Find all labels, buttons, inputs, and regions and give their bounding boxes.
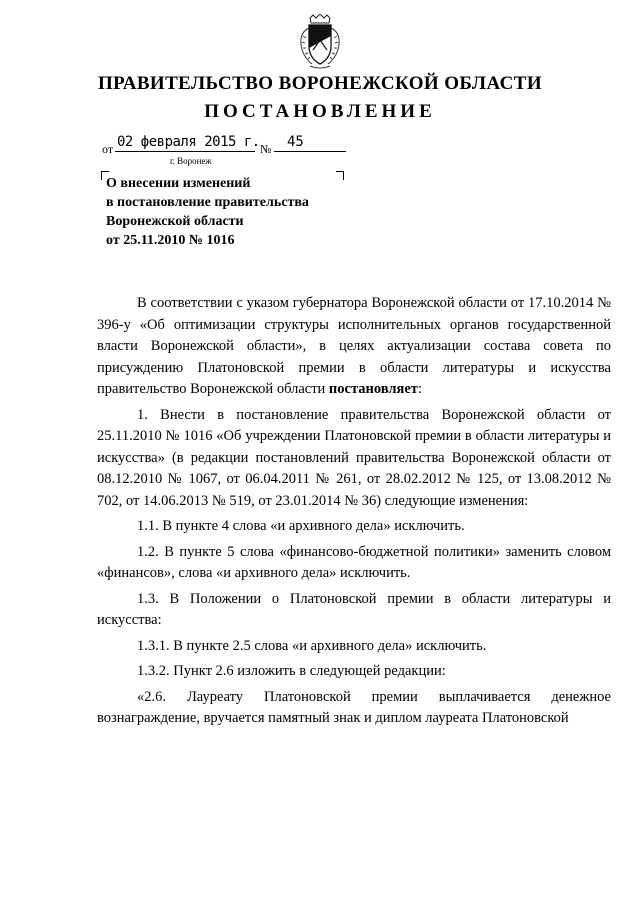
date-prefix: от bbox=[102, 142, 114, 156]
paragraph-item-1-1: 1.1. В пункте 4 слова «и архивного дела» исключить. bbox=[137, 518, 465, 534]
document-type-title: ПОСТАНОВЛЕНИЕ bbox=[204, 101, 436, 122]
number-prefix: № bbox=[260, 142, 272, 156]
subject-line: Воронежской области bbox=[106, 214, 244, 229]
subject-line: от 25.11.2010 № 1016 bbox=[106, 233, 235, 248]
decree-keyword: постановляет bbox=[328, 381, 418, 397]
paragraph-item-1-3-2: 1.3.2. Пункт 2.6 изложить в следующей редакции: bbox=[137, 663, 446, 679]
document-number: 45 bbox=[287, 134, 304, 150]
date-underline bbox=[115, 151, 255, 152]
subject-line: в постановление правительства bbox=[106, 195, 309, 210]
paragraph-item-1-2: 1.2. В пункте 5 слова «финансово-бюджетной политики» заменить словом «финансов», слова «и архивного дела» исключить. bbox=[97, 543, 611, 581]
preamble-text: В соответствии с указом губернатора Воронежской области от 17.10.2014 № 396-у «Об оптимизации структуры исполнительных органов государственной власти Воронежской области», в целях актуализации состава совета по присуждению Платоновской премии в области литературы и искусства правительство Воронежской области bbox=[97, 295, 611, 397]
document-subject bbox=[106, 174, 406, 250]
paragraph-item-1-3-1: 1.3.1. В пункте 2.5 слова «и архивного дела» исключить. bbox=[137, 637, 487, 654]
coat-of-arms-icon bbox=[296, 14, 344, 70]
paragraph-item-1-3: 1.3. В Положении о Платоновской премии в области литературы и искусства: bbox=[97, 590, 611, 628]
preamble-end: : bbox=[417, 381, 422, 397]
document-date: 02 февраля 2015 г. bbox=[117, 134, 260, 150]
paragraph-preamble bbox=[97, 293, 611, 401]
government-title: ПРАВИТЕЛЬСТВО ВОРОНЕЖСКОЙ ОБЛАСТИ bbox=[97, 73, 543, 94]
city-label: г. Воронеж bbox=[170, 156, 212, 166]
document-body bbox=[97, 293, 611, 734]
number-underline bbox=[274, 151, 346, 152]
paragraph-item-1: 1. Внести в постановление правительства Воронежской области от 25.11.2010 № 1016 «Об учреждении Платоновской премии в области литературы и искусства» (в редакции постановлений правительства Воронежской области от 08.12.2010 № 1067, от 06.04.2011 № 261, от 28.02.2012 № 125, от 13.08.2012 № 702, от 14.06.2013 № 519, от 23.01.2014 № 36) следующие изменения: bbox=[97, 406, 611, 509]
paragraph-quote-2-6: «2.6. Лауреату Платоновской премии выплачивается денежное вознаграждение, вручается памятный знак и диплом лауреата Платоновской bbox=[97, 688, 611, 726]
subject-line: О внесении изменений bbox=[106, 176, 251, 191]
date-number-line bbox=[102, 134, 362, 156]
